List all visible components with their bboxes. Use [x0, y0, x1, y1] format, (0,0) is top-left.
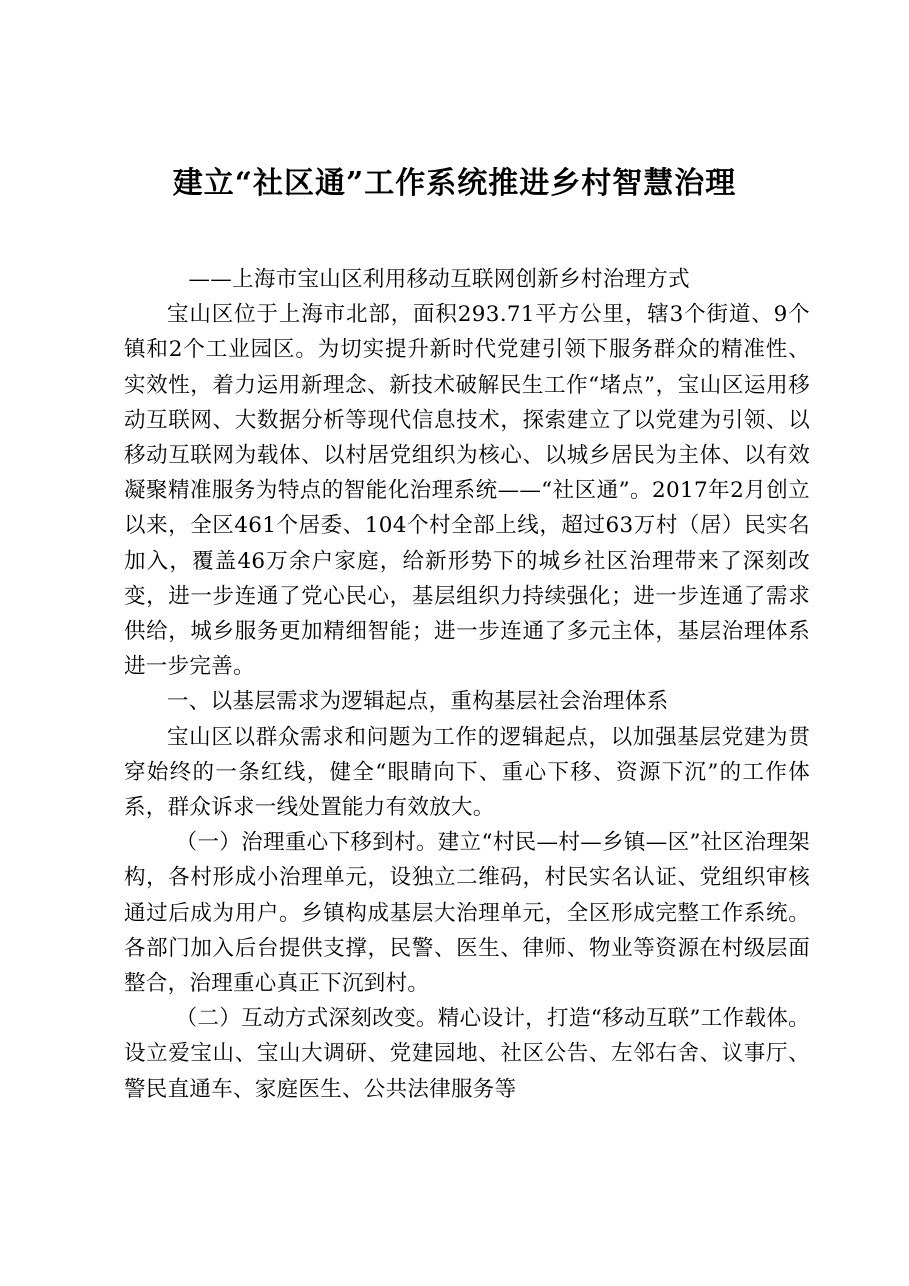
subsection-paragraph-2: （二）互动方式深刻改变。精心设计，打造“移动互联”工作载体。设立爱宝山、宝山大调研、党建园地、社区公告、左邻右舍、议事厅、警民直通车、家庭医生、公共法律服务等	[124, 1006, 810, 1102]
section-heading: 一、以基层需求为逻辑起点，重构基层社会治理体系	[167, 689, 669, 715]
page-title: 建立“社区通”工作系统推进乡村智慧治理	[172, 166, 737, 201]
section-paragraph: 宝山区以群众需求和问题为工作的逻辑起点，以加强基层党建为贯穿始终的一条红线，健全“眼睛向下、重心下移、资源下沉”的工作体系，群众诉求一线处置能力有效放大。	[124, 724, 810, 821]
subsection-paragraph-1: （一）治理重心下移到村。建立“村民—村—乡镇—区”社区治理架构，各村形成小治理单元，设独立二维码，村民实名认证、党组织审核通过后成为用户。乡镇构成基层大治理单元，全区形成完整工作系统。各部门加入后台提供支撑，民警、医生、律师、物业等资源在村级层面整合，治理重心真正下沉到村。	[124, 830, 810, 997]
intro-paragraph: 宝山区位于上海市北部，面积293.71平方公里，辖3个街道、9个镇和2个工业园区。为切实提升新时代党建引领下服务群众的精准性、实效性，着力运用新理念、新技术破解民生工作“堵点”，宝山区运用移动互联网、大数据分析等现代信息技术，探索建立了以党建为引领、以移动互联网为载体、以村居党组织为核心、以城乡居民为主体、以有效凝聚精准服务为特点的智能化治理系统——“社区通”。2017年2月创立以来，全区461个居委、104个村全部上线，超过63万村（居）民实名加入，覆盖46万余户家庭，给新形势下的城乡社区治理带来了深刻改变，进一步连通了党心民心，基层组织力持续强化；进一步连通了需求供给，城乡服务更加精细智能；进一步连通了多元主体，基层治理体系进一步完善。	[124, 302, 810, 680]
document-body	[124, 262, 810, 1107]
document-subtitle: ——上海市宝山区利用移动互联网创新乡村治理方式	[188, 267, 690, 292]
